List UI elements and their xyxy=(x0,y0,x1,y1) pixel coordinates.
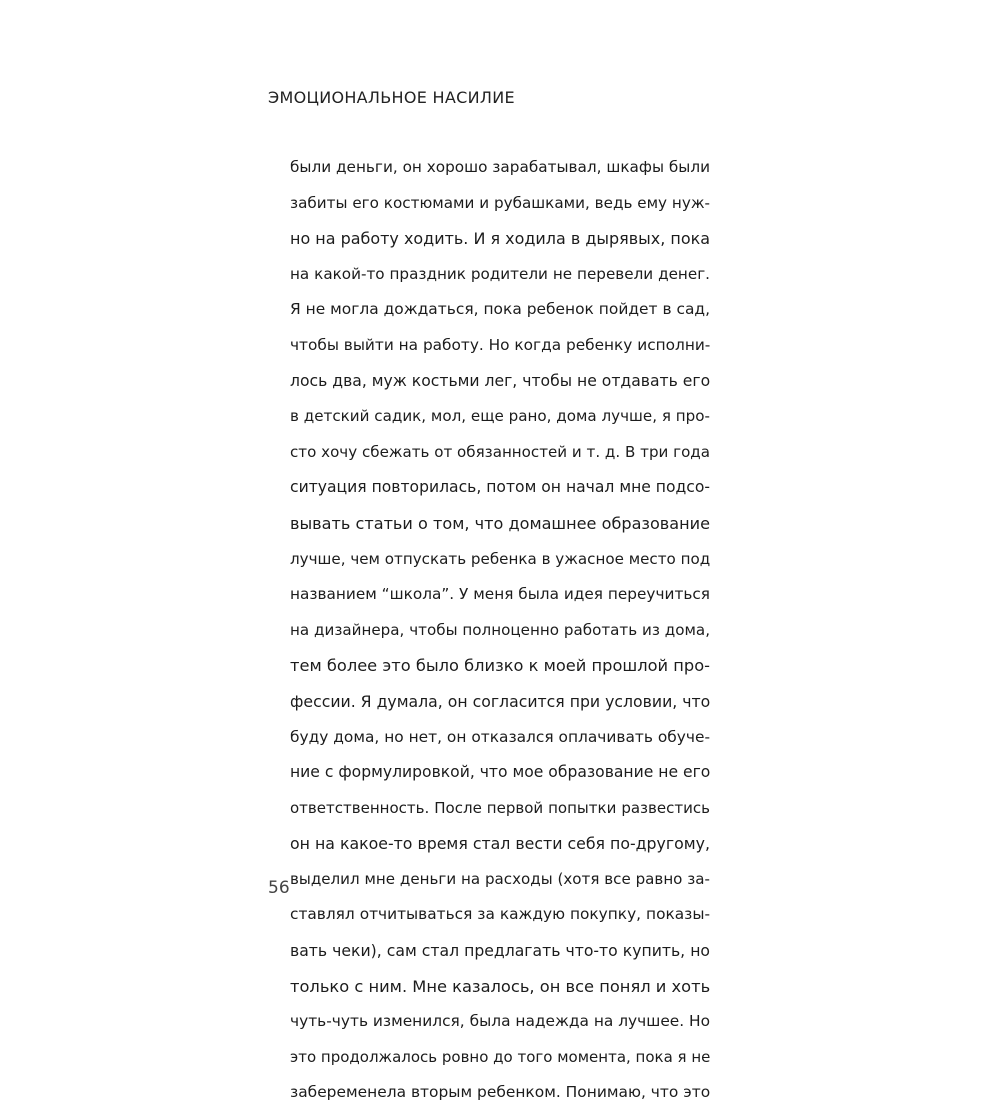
text-line: выделил мне деньги на расходы (хотя все равно за- xyxy=(290,869,710,888)
text-line: только с ним. Мне казалось, он все понял и хоть xyxy=(290,976,711,996)
text-line: сто хочу сбежать от обязанностей и т. д. В три года xyxy=(290,442,710,461)
text-line: ставлял отчитываться за каждую покупку, показы- xyxy=(290,905,710,924)
text-line: он на какое-то время стал вести себя по-другому, xyxy=(290,834,710,854)
text-line: названием “школа”. У меня была идея переучиться xyxy=(290,585,710,604)
text-line: на дизайнера, чтобы полноценно работать из дома, xyxy=(290,620,710,639)
running-head: ЭМОЦИОНАЛЬНОЕ НАСИЛИЕ xyxy=(268,88,515,107)
text-line: ние с формулировкой, что мое образование не его xyxy=(290,763,711,782)
text-line: вать чеки), сам стал предлагать что-то купить, но xyxy=(290,941,710,961)
text-line: это продолжалось ровно до того момента, пока я не xyxy=(290,1047,711,1066)
text-line: в детский садик, мол, еще рано, дома лучше, я про- xyxy=(290,407,710,426)
text-line: чтобы выйти на работу. Но когда ребенку исполни- xyxy=(290,335,711,354)
text-line: тем более это было близко к моей прошлой про- xyxy=(290,656,710,676)
text-line: забеременела вторым ребенком. Понимаю, что это xyxy=(290,1083,711,1102)
page-number: 56 xyxy=(268,878,290,898)
text-line: но на работу ходить. И я ходила в дырявых, пока xyxy=(290,229,711,249)
text-line: Я не могла дождаться, пока ребенок пойдет в сад, xyxy=(290,300,710,319)
text-line: ответственность. После первой попытки развестись xyxy=(290,798,710,817)
text-line: чуть-чуть изменился, была надежда на лучшее. Но xyxy=(290,1012,711,1031)
text-line: были деньги, он хорошо зарабатывал, шкафы были xyxy=(290,158,710,176)
text-line: лось два, муж костьми лег, чтобы не отдавать его xyxy=(290,371,711,390)
text-line: вывать статьи о том, что домашнее образование xyxy=(290,513,710,533)
text-line: на какой-то праздник родители не перевели денег. xyxy=(290,264,710,283)
body-text xyxy=(290,150,710,1111)
text-line: ситуация повторилась, потом он начал мне подсо- xyxy=(290,478,711,497)
text-line: забиты его костюмами и рубашками, ведь ему нуж- xyxy=(290,193,710,212)
text-line: фессии. Я думала, он согласится при условии, что xyxy=(290,691,711,711)
text-line: буду дома, но нет, он отказался оплачивать обуче- xyxy=(290,727,710,746)
text-line: лучше, чем отпускать ребенка в ужасное место под xyxy=(290,549,711,568)
